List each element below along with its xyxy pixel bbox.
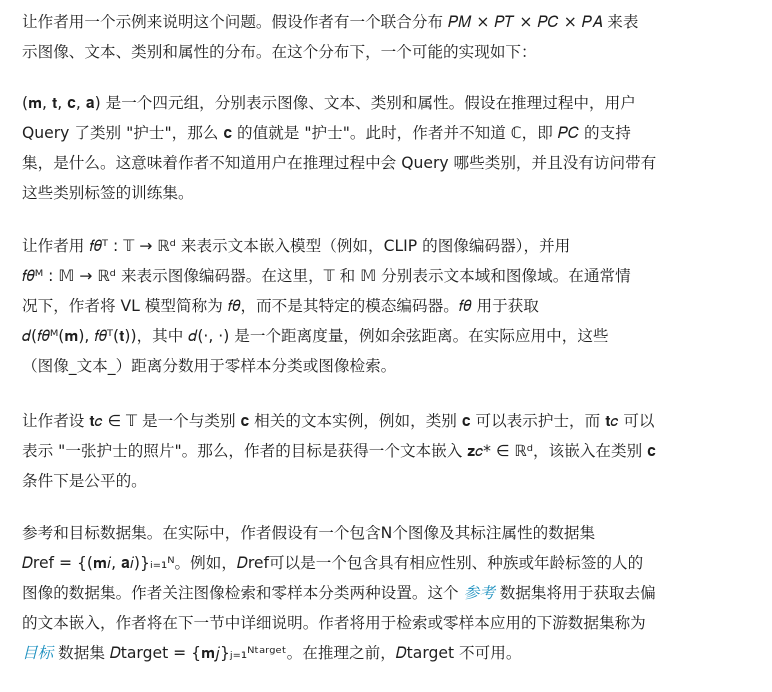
paragraph-2	[22, 88, 750, 208]
text-line: （图像_文本_）距离分数用于零样本分类或图像检索。	[22, 357, 397, 375]
text-line: 让作者用一个示例来说明这个问题。假设作者有一个联合分布 𝑃𝑀 × 𝑃𝑇 × 𝑃𝐶 × 𝑃𝐴 来表	[22, 13, 639, 31]
text-line: 表示 "一张护士的照片"。那么，作者的目标是获得一个文本嵌入 𝐳𝑐* ∈ ℝᵈ，该嵌入在类别 𝐜	[22, 442, 656, 460]
text-line: 𝐷ref = {(𝐦𝑖, 𝐚𝑖)}ᵢ₌₁ᴺ。例如，𝐷ref可以是一个包含具有相应性别、种族或年龄标签的人的	[22, 554, 644, 572]
text-line: 示图像、文本、类别和属性的分布。在这个分布下，一个可能的实现如下：	[22, 43, 537, 61]
text-line: 况下，作者将 VL 模型简称为 𝑓𝜃，而不是其特定的模态编码器。𝑓𝜃 用于获取	[22, 297, 539, 315]
text-line: Query 了类别 "护士"，那么 𝐜 的值就是 "护士"。此时，作者并不知道 ℂ，即 𝑃𝐶 的支持	[22, 124, 631, 142]
paragraph-4	[22, 406, 750, 496]
reference-link[interactable]: 目标	[22, 644, 54, 662]
text-line: 这些类别标签的训练集。	[22, 184, 194, 202]
text-line: 参考和目标数据集。在实际中，作者假设有一个包含N个图像及其标注属性的数据集	[22, 524, 596, 542]
text-line: 𝑓𝜃ᴹ : 𝕄 → ℝᵈ 来表示图像编码器。在这里，𝕋 和 𝕄 分别表示文本域和图像域。在通常情	[22, 267, 631, 285]
reference-link[interactable]: 参考	[463, 584, 495, 602]
paragraph-3	[22, 231, 750, 381]
text-line: 图像的数据集。作者关注图像检索和零样本分类两种设置。这个 参考 数据集将用于获取去偏	[22, 584, 656, 602]
paragraph-1	[22, 7, 750, 67]
text-line: 𝑑(𝑓𝜃ᴹ(𝐦), 𝑓𝜃ᵀ(𝐭))，其中 𝑑(·, ·) 是一个距离度量，例如余弦距离。在实际应用中，这些	[22, 327, 609, 345]
paragraph-5	[22, 518, 750, 668]
text-line: 让作者设 𝐭𝑐 ∈ 𝕋 是一个与类别 𝐜 相关的文本实例，例如，类别 𝐜 可以表示护士，而 𝐭𝑐 可以	[22, 412, 655, 430]
text-line: 的文本嵌入，作者将在下一节中详细说明。作者将用于检索或零样本应用的下游数据集称为	[22, 614, 646, 632]
text-line: 条件下是公平的。	[22, 472, 147, 490]
text-line: 让作者用 𝑓𝜃ᵀ : 𝕋 → ℝᵈ 来表示文本嵌入模型（例如，CLIP 的图像编码器），并用	[22, 237, 571, 255]
text-line: 目标 数据集 𝐷target = {𝐦𝑗}ⱼ₌₁ᴺᵗᵃʳᵍᵉᵗ。在推理之前，𝐷target 不可用。	[22, 644, 522, 662]
text-line: (𝐦, 𝐭, 𝐜, 𝐚) 是一个四元组，分别表示图像、文本、类别和属性。假设在推理过程中，用户	[22, 94, 636, 112]
text-line: 集，是什么。这意味着作者不知道用户在推理过程中会 Query 哪些类别，并且没有访问带有	[22, 154, 657, 172]
